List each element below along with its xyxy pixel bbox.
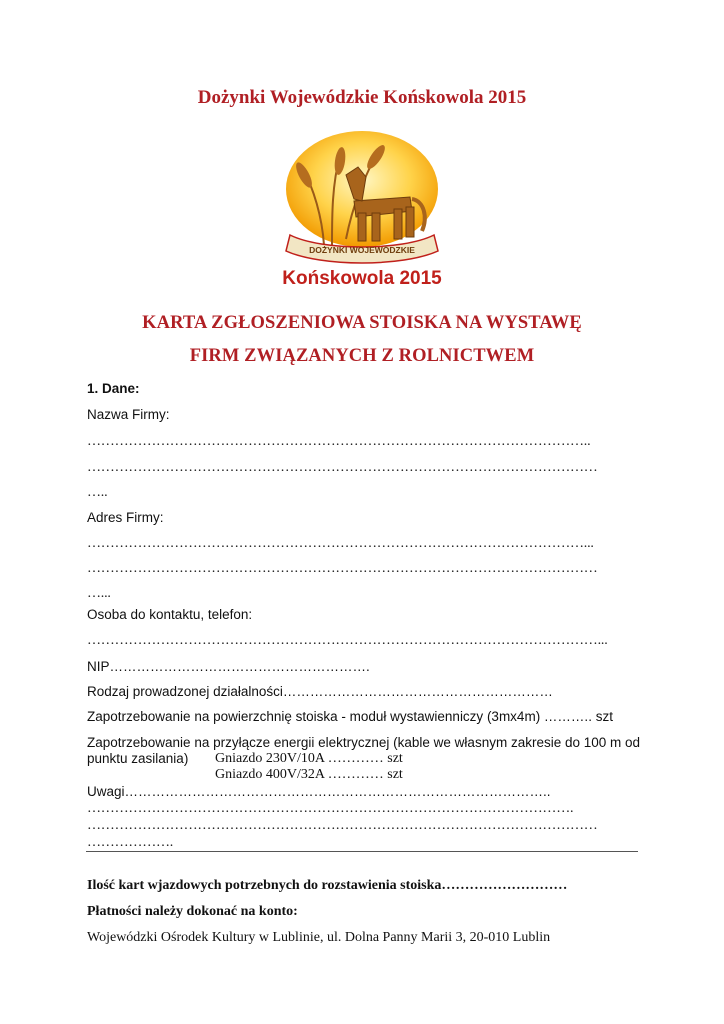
remarks-field-3[interactable]: ………………………………………………………………………………………………… (87, 818, 598, 833)
logo-year: 2015 (399, 268, 442, 289)
remarks-field-2[interactable]: ……………………………………………………………………………………………. (87, 801, 574, 816)
svg-text:Końskowola 2015 (282, 268, 442, 289)
activity-field[interactable]: Rodzaj prowadzonej działalności…………………………………………………… (87, 684, 553, 699)
payment-label: Płatności należy dokonać na konto: (87, 904, 298, 919)
contact-field[interactable]: …………………………………………………………………………………………………... (87, 633, 608, 648)
power-requirement-label-2: punktu zasilania) (87, 751, 189, 766)
section-data-heading: 1. Dane: (87, 381, 140, 396)
entry-cards-field[interactable]: Ilość kart wjazdowych potrzebnych do rozstawienia stoiska……………………… (87, 878, 568, 893)
event-logo (262, 127, 462, 292)
power-requirement-label: Zapotrzebowanie na przyłącze energii elektrycznej (kable we własnym zakresie do 100 m od (87, 735, 641, 750)
address-field-3[interactable]: …... (87, 586, 111, 601)
company-name-field-3[interactable]: ….. (87, 485, 108, 500)
address-field-1[interactable]: ………………………………………………………………………………………………... (87, 536, 594, 551)
socket-400v-field[interactable]: Gniazdo 400V/32A ………… szt (215, 767, 403, 782)
address-field-2[interactable]: ………………………………………………………………………………………………… (87, 561, 598, 576)
company-name-label: Nazwa Firmy: (87, 407, 170, 422)
remarks-field-4[interactable]: ………………. (87, 835, 174, 850)
address-label: Adres Firmy: (87, 510, 164, 525)
stand-space-field[interactable]: Zapotrzebowanie na powierzchnię stoiska - moduł wystawienniczy (3mx4m) ……….. szt (87, 709, 613, 724)
logo-place: Końskowola (282, 268, 395, 289)
page-title: Dożynki Wojewódzkie Końskowola 2015 (197, 87, 527, 108)
ribbon-text: DOŻYNKI WOJEWÓDZKIE (309, 245, 415, 255)
nip-field[interactable]: NIP…………………………………………………. (87, 659, 370, 674)
section-divider (86, 851, 638, 852)
payment-address: Wojewódzki Ośrodek Kultury w Lublinie, ul. Dolna Panny Marii 3, 20-010 Lublin (87, 930, 551, 945)
remarks-field[interactable]: Uwagi………………………………………………………………………………….. (87, 784, 551, 799)
socket-230v-field[interactable]: Gniazdo 230V/10A ………… szt (215, 751, 403, 766)
form-heading-line-1: KARTA ZGŁOSZENIOWA STOISKA NA WYSTAWĘ (142, 313, 582, 333)
company-name-field-1[interactable]: ……………………………………………………………………………………………….. (87, 434, 591, 449)
contact-label: Osoba do kontaktu, telefon: (87, 607, 253, 622)
form-heading-line-2: FIRM ZWIĄZANYCH Z ROLNICTWEM (189, 346, 535, 366)
company-name-field-2[interactable]: ………………………………………………………………………………………………… (87, 460, 598, 475)
